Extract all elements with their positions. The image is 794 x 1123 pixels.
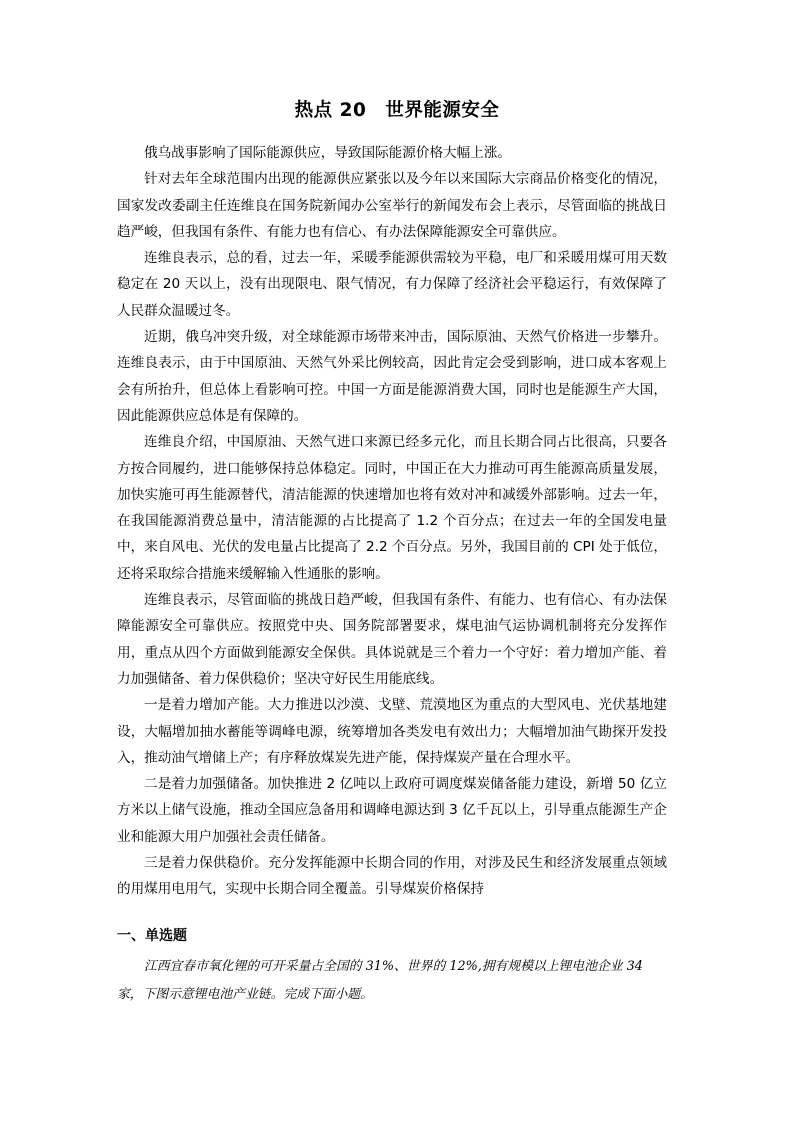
article-body xyxy=(117,140,667,903)
paragraph: 连维良表示，尽管面临的挑战日趋严峻，但我国有条件、有能力、也有信心、有办法保障能源安全可靠供应。按照党中央、国务院部署要求，煤电油气运协调机制将充分发挥作用，重点从四个方面做到能源安全保供。具体说就是三个着力一个守好：着力增加产能、着力加强储备、着力保供稳价；坚决守好民生用能底线。 xyxy=(117,592,667,687)
paragraph: 二是着力加强储备。加快推进 2 亿吨以上政府可调度煤炭储备能力建设，新增 50 亿立方米以上储气设施，推动全国应急备用和调峰电源达到 3 亿千瓦以上，引导重点能源生产企业和能源大用户加强社会责任储备。 xyxy=(117,776,667,845)
paragraph: 俄乌战事影响了国际能源供应，导致国际能源价格大幅上涨。 xyxy=(144,145,512,161)
question-intro: 江西宜春市氧化锂的可开采量占全国的 31%、世界的 12%,拥有规模以上锂电池企业 34 家，下图示意锂电池产业链。完成下面小题。 xyxy=(117,959,643,1002)
paragraph: 近期，俄乌冲突升级，对全球能源市场带来冲击，国际原油、天然气价格进一步攀升。连维良表示，由于中国原油、天然气外采比例较高，因此肯定会受到影响，进口成本客观上会有所抬升，但总体上看影响可控。中国一方面是能源消费大国，同时也是能源生产大国，因此能源供应总体是有保障的。 xyxy=(117,329,667,424)
paragraph: 三是着力保供稳价。充分发挥能源中长期合同的作用，对涉及民生和经济发展重点领域的用煤用电用气，实现中长期合同全覆盖。引导煤炭价格保持 xyxy=(117,855,667,898)
paragraph: 连维良介绍，中国原油、天然气进口来源已经多元化，而且长期合同占比很高，只要各方按合同履约，进口能够保持总体稳定。同时，中国正在大力推动可再生能源高质量发展，加快实施可再生能源替代，清洁能源的快速增加也将有效对冲和减缓外部影响。过去一年，在我国能源消费总量中，清洁能源的占比提高了 1.2 个百分点；在过去一年的全国发电量中，来自风电、光伏的发电量占比提高了 2.2 个百分点。另外，我国目前的 CPI 处于低位，还将采取综合措施来缓解输入性通胀的影响。 xyxy=(117,434,667,582)
section-heading: 一、单选题 xyxy=(117,928,187,944)
paragraph: 针对去年全球范围内出现的能源供应紧张以及今年以来国际大宗商品价格变化的情况，国家发改委副主任连维良在国务院新闻办公室举行的新闻发布会上表示，尽管面临的挑战日趋严峻，但我国有条件、有能力也有信心、有办法保障能源安全可靠供应。 xyxy=(117,171,667,240)
page-title: 热点 20 世界能源安全 xyxy=(294,100,500,121)
paragraph: 一是着力增加产能。大力推进以沙漠、戈壁、荒漠地区为重点的大型风电、光伏基地建设，大幅增加抽水蓄能等调峰电源，统筹增加各类发电有效出力；大幅增加油气勘探开发投入，推动油气增储上产；有序释放煤炭先进产能，保持煤炭产量在合理水平。 xyxy=(117,697,667,766)
paragraph: 连维良表示，总的看，过去一年，采暖季能源供需较为平稳，电厂和采暖用煤可用天数稳定在 20 天以上，没有出现限电、限气情况，有力保障了经济社会平稳运行，有效保障了人民群众温暖过冬。 xyxy=(117,250,667,319)
